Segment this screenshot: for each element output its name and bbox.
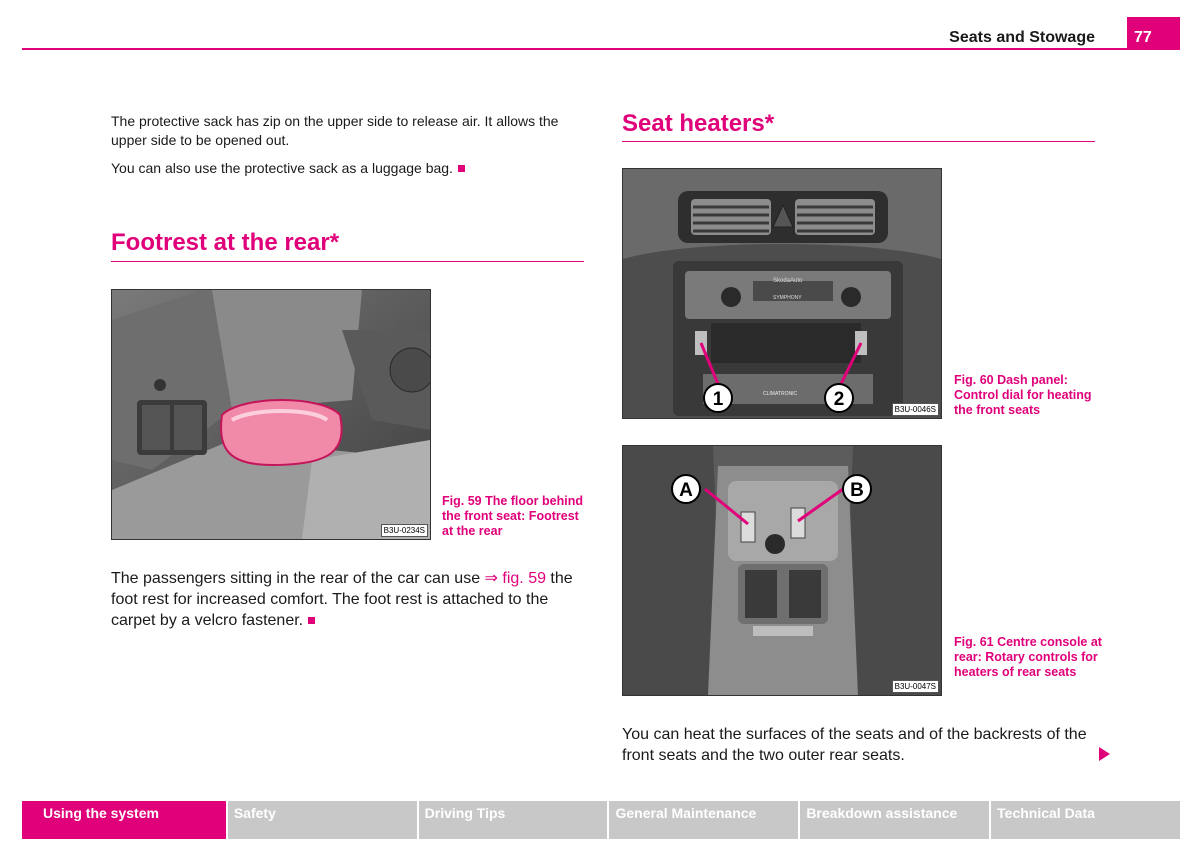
tab-general-maintenance[interactable]: General Maintenance (609, 801, 798, 839)
continue-next-page-icon[interactable] (1099, 747, 1110, 761)
running-header-title: Seats and Stowage (949, 29, 1095, 46)
tab-safety[interactable]: Safety (228, 801, 417, 839)
climatronic-label: CLIMATRONIC (763, 391, 798, 397)
luggage-bag-text: You can also use the protective sack as a luggage bag. (111, 160, 453, 176)
chapter-navigation-bar (22, 801, 1180, 839)
rear-console-illustration (623, 446, 941, 695)
page-number: 77 (1127, 17, 1180, 50)
fig-61-rear-console (622, 445, 942, 696)
seat-heaters-section-title: Seat heaters* (622, 110, 775, 137)
tab-breakdown-assistance[interactable]: Breakdown assistance (800, 801, 989, 839)
header-rule (22, 48, 1180, 50)
footrest-body-text-b: the foot rest for increased comfort. The foot rest is attached to the carpet by a velcro fastener. (111, 570, 573, 629)
dash-panel-illustration (623, 169, 941, 418)
footrest-title-rule (111, 261, 584, 262)
tab-technical-data[interactable]: Technical Data (991, 801, 1180, 839)
footrest-section-title: Footrest at the rear* (111, 229, 340, 256)
callout-b: B (850, 480, 864, 501)
radio-brand-label: SkodaAuto (773, 278, 803, 284)
fig-59-caption: Fig. 59 The floor behind the front seat: Footrest at the rear (442, 494, 583, 538)
figure-code: B3U-0046S (892, 403, 939, 416)
fig-61-caption: Fig. 61 Centre console at rear: Rotary controls for heaters of rear seats (954, 635, 1102, 679)
luggage-bag-paragraph (111, 159, 586, 178)
footrest-body-paragraph (111, 568, 585, 631)
footrest-body-text-a: The passengers sitting in the rear of the car can use (111, 570, 485, 587)
end-of-section-marker (308, 617, 315, 624)
figure-code: B3U-0047S (892, 680, 939, 693)
callout-a: A (679, 480, 693, 501)
footrest-illustration (112, 290, 430, 539)
end-of-section-marker (458, 165, 465, 172)
sack-zip-paragraph: The protective sack has zip on the upper side to release air. It allows the upper side to be opened out. (111, 113, 559, 148)
fig-59-floor-footrest (111, 289, 431, 540)
radio-name-label: SYMPHONY (773, 295, 802, 301)
seat-heaters-body-paragraph: You can heat the surfaces of the seats and of the backrests of the front seats and the two outer rear seats. (622, 726, 1087, 764)
seat-heaters-title-rule (622, 141, 1095, 142)
callout-1: 1 (712, 389, 724, 410)
tab-driving-tips[interactable]: Driving Tips (419, 801, 608, 839)
fig-60-dash-panel (622, 168, 942, 419)
figure-code: B3U-0234S (381, 524, 428, 537)
fig-60-caption: Fig. 60 Dash panel: Control dial for heating the front seats (954, 373, 1092, 417)
tab-using-the-system[interactable]: Using the system (22, 801, 226, 839)
fig-59-reference-link[interactable]: ⇒ fig. 59 (484, 570, 546, 587)
callout-2: 2 (833, 389, 845, 410)
